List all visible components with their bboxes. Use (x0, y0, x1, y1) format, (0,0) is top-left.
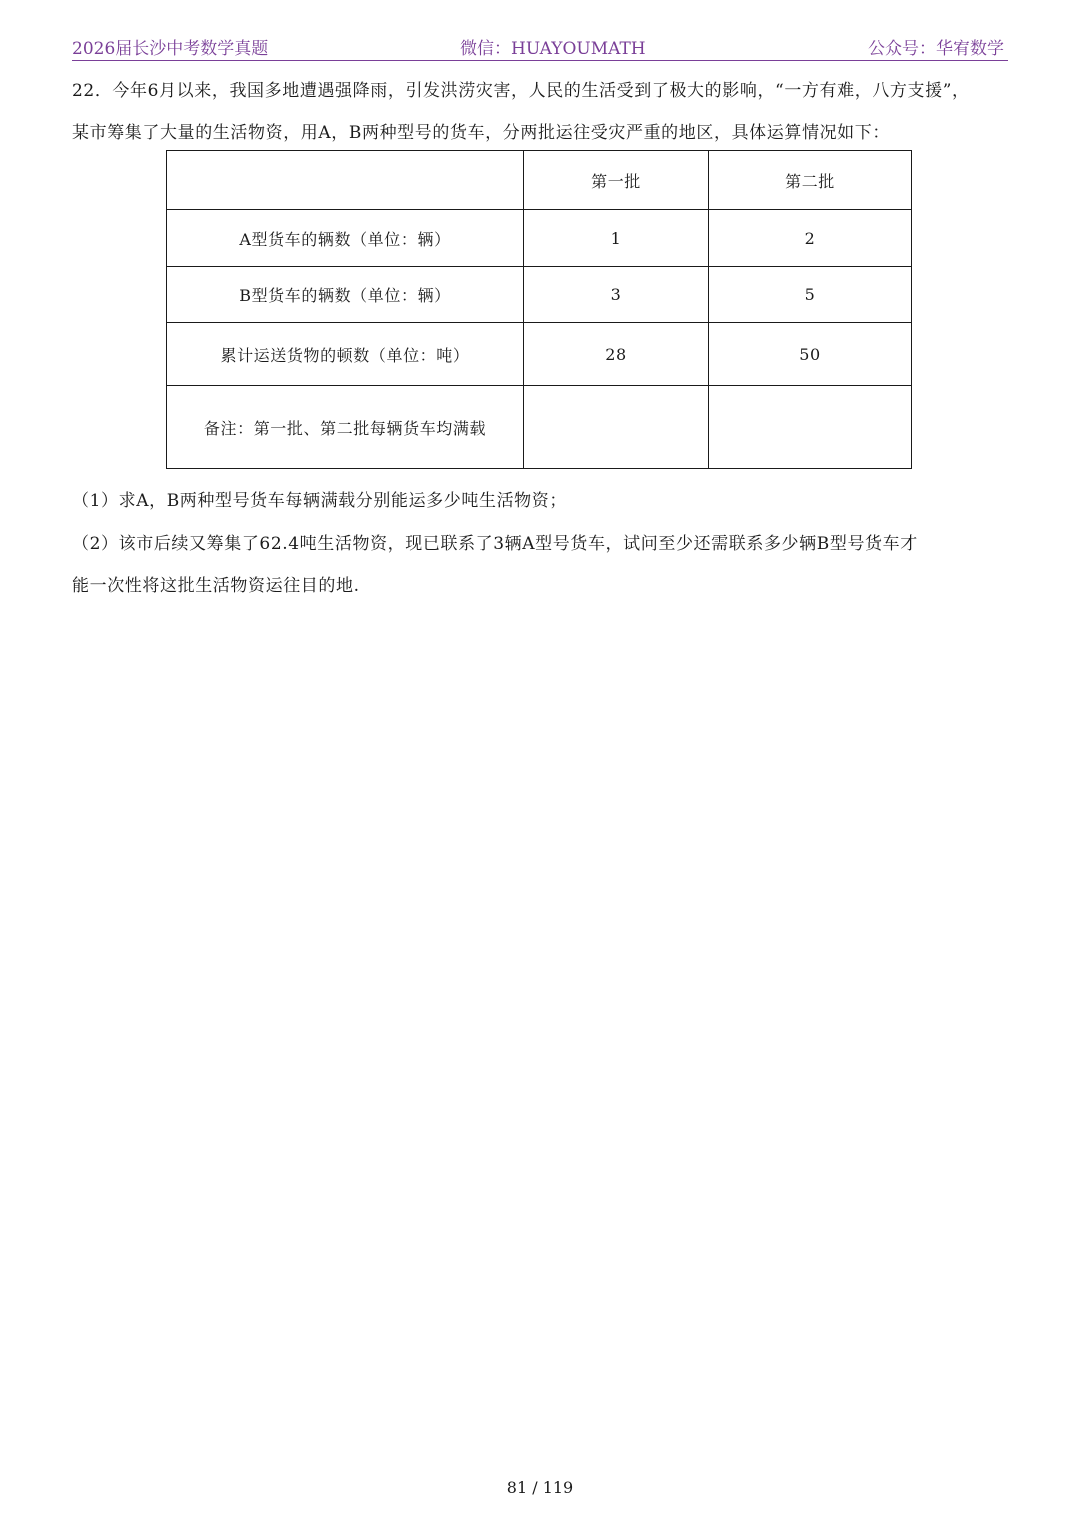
table-row (167, 267, 912, 323)
table-cell: 3 (524, 267, 709, 323)
table-row (167, 210, 912, 267)
subquestion-1: （1）求A，B两种型号货车每辆满载分别能运多少吨生活物资； (72, 491, 567, 511)
header-wechat: 微信：HUAYOUMATH (460, 39, 646, 59)
table-cell (524, 386, 709, 469)
table-header-cell (167, 151, 524, 210)
table-cell: 1 (524, 210, 709, 267)
subquestion-2-line2: 能一次性将这批生活物资运往目的地. (72, 576, 360, 596)
table-cell: 5 (709, 267, 912, 323)
page-header (72, 30, 1008, 61)
table-cell: 累计运送货物的顿数（单位：吨） (167, 323, 524, 386)
table-cell (709, 386, 912, 469)
table-cell: 备注：第一批、第二批每辆货车均满载 (167, 386, 524, 469)
table-header-cell: 第一批 (524, 151, 709, 210)
header-account: 公众号：华宥数学 (868, 39, 1004, 59)
table-cell: 28 (524, 323, 709, 386)
header-title: 2026届长沙中考数学真题 (72, 39, 269, 59)
question-text-line2: 某市筹集了大量的生活物资，用A，B两种型号的货车，分两批运往受灾严重的地区，具体运算情况如下： (72, 123, 890, 143)
subquestion-2-line1: （2）该市后续又筹集了62.4吨生活物资，现已联系了3辆A型号货车，试问至少还需联系多少辆B型号货车才 (72, 534, 918, 554)
table-row (167, 323, 912, 386)
transport-table (166, 150, 912, 469)
table-header-row (167, 151, 912, 210)
question-text-line1: 22．今年6月以来，我国多地遭遇强降雨，引发洪涝灾害，人民的生活受到了极大的影响，“一方有难，八方支援”， (72, 81, 970, 101)
table-header-cell: 第二批 (709, 151, 912, 210)
table-cell: 50 (709, 323, 912, 386)
table-cell: 2 (709, 210, 912, 267)
page-number: 81 / 119 (506, 1478, 574, 1497)
table-cell: A型货车的辆数（单位：辆） (167, 210, 524, 267)
table-row (167, 386, 912, 469)
table-cell: B型货车的辆数（单位：辆） (167, 267, 524, 323)
